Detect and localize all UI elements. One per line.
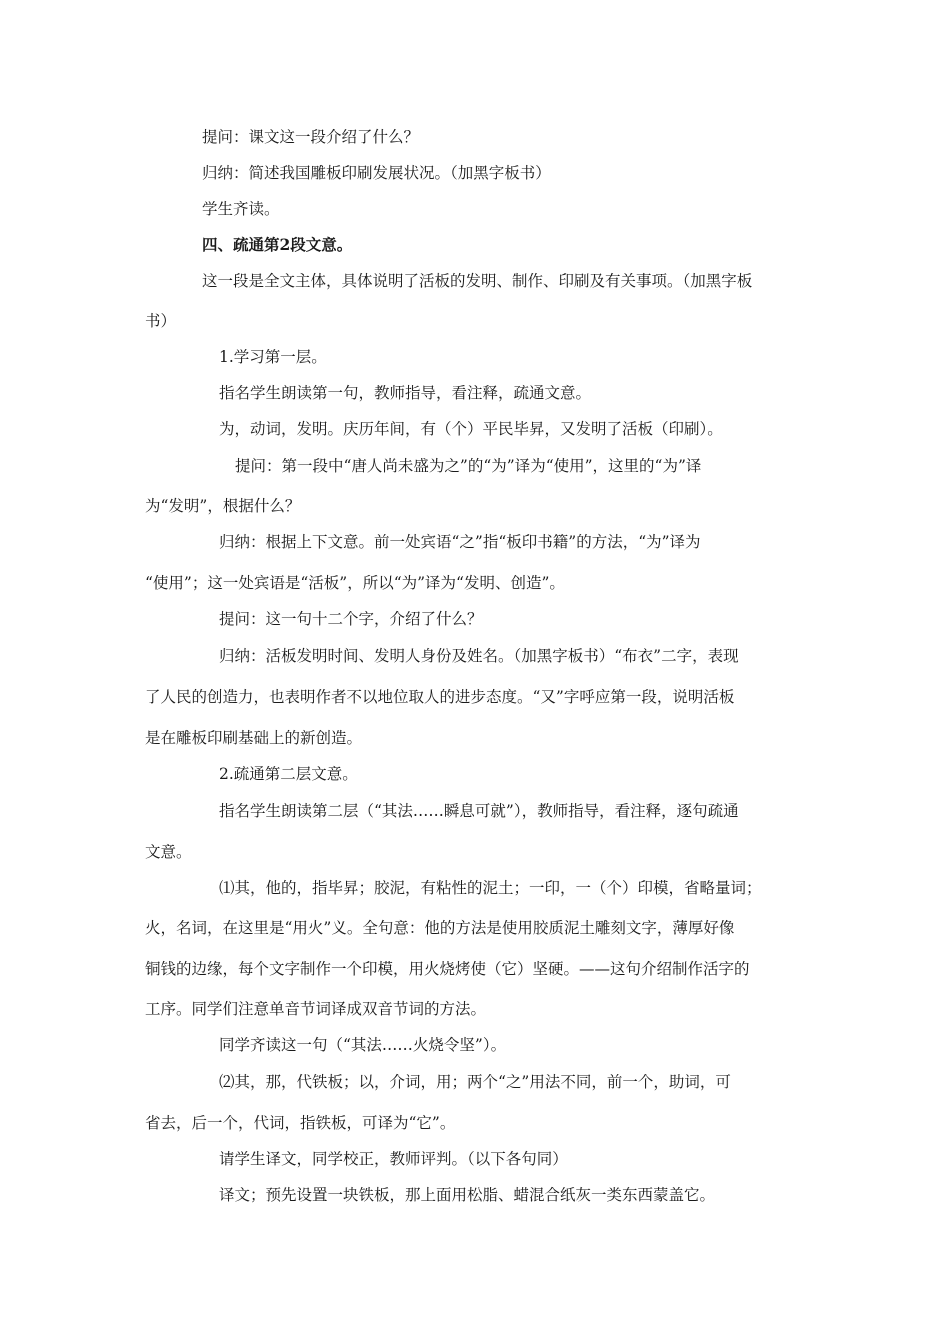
paragraph-line: 火，名词，在这里是“用火”义。全句意：他的方法是使用胶质泥土雕刻文字，薄厚好像 xyxy=(145,919,735,937)
paragraph-line: 省去，后一个，代词，指铁板，可译为“它”。 xyxy=(145,1114,456,1132)
paragraph-line: 书） xyxy=(145,312,177,330)
paragraph-line: 提问：这一句十二个字，介绍了什么？ xyxy=(219,610,483,628)
paragraph-line: 指名学生朗读第一句，教师指导，看注释，疏通文意。 xyxy=(219,384,592,402)
paragraph-line: 归纳：根据上下文意。前一处宾语“之”指“板印书籍”的方法，“为”译为 xyxy=(219,533,701,551)
paragraph-line: 提问：课文这一段介绍了什么？ xyxy=(202,128,420,146)
paragraph-line: ⑴其，他的，指毕昇；胶泥，有粘性的泥土；一印，一（个）印模，省略量词； xyxy=(219,879,762,897)
subsection-heading: 1.学习第一层。 xyxy=(219,348,327,366)
paragraph-line: “使用”；这一处宾语是“活板”，所以“为”译为“发明、创造”。 xyxy=(145,574,565,592)
subsection-heading: 2.疏通第二层文意。 xyxy=(219,765,358,783)
paragraph-line: 学生齐读。 xyxy=(202,200,280,218)
paragraph-line: 请学生译文，同学校正，教师评判。（以下各句同） xyxy=(219,1150,568,1168)
paragraph-line: 文意。 xyxy=(145,843,192,861)
section-heading: 四、疏通第2段文意。 xyxy=(202,235,353,254)
paragraph-line: 是在雕板印刷基础上的新创造。 xyxy=(145,729,363,747)
paragraph-line: 提问：第一段中“唐人尚未盛为之”的“为”译为“使用”，这里的“为”译 xyxy=(235,457,702,475)
paragraph-line: 工序。同学们注意单音节词译成双音节词的方法。 xyxy=(145,1000,487,1018)
paragraph-line: 为，动词，发明。庆历年间，有（个）平民毕昇，又发明了活板（印刷）。 xyxy=(219,420,723,438)
paragraph-line: 了人民的创造力，也表明作者不以地位取人的进步态度。“又”字呼应第一段，说明活板 xyxy=(145,688,735,706)
paragraph-line: 归纳：活板发明时间、发明人身份及姓名。（加黑字板书）“布衣”二字，表现 xyxy=(219,647,739,665)
paragraph-line: 为“发明”，根据什么？ xyxy=(145,497,301,515)
paragraph-line: 译文；预先设置一块铁板，那上面用松脂、蜡混合纸灰一类东西蒙盖它。 xyxy=(219,1186,716,1204)
paragraph-line: ⑵其，那，代铁板；以，介词，用；两个“之”用法不同，前一个，助词，可 xyxy=(219,1073,731,1091)
paragraph-line: 同学齐读这一句（“其法……火烧令坚”）。 xyxy=(219,1036,507,1054)
paragraph-line: 指名学生朗读第二层（“其法……瞬息可就”），教师指导，看注释，逐句疏通 xyxy=(219,802,739,820)
paragraph-line: 铜钱的边缘，每个文字制作一个印模，用火烧烤使（它）坚硬。——这句介绍制作活字的 xyxy=(145,960,750,978)
paragraph-line: 这一段是全文主体，具体说明了活板的发明、制作、印刷及有关事项。（加黑字板 xyxy=(202,272,753,290)
paragraph-line: 归纳：简述我国雕板印刷发展状况。（加黑字板书） xyxy=(202,164,551,182)
